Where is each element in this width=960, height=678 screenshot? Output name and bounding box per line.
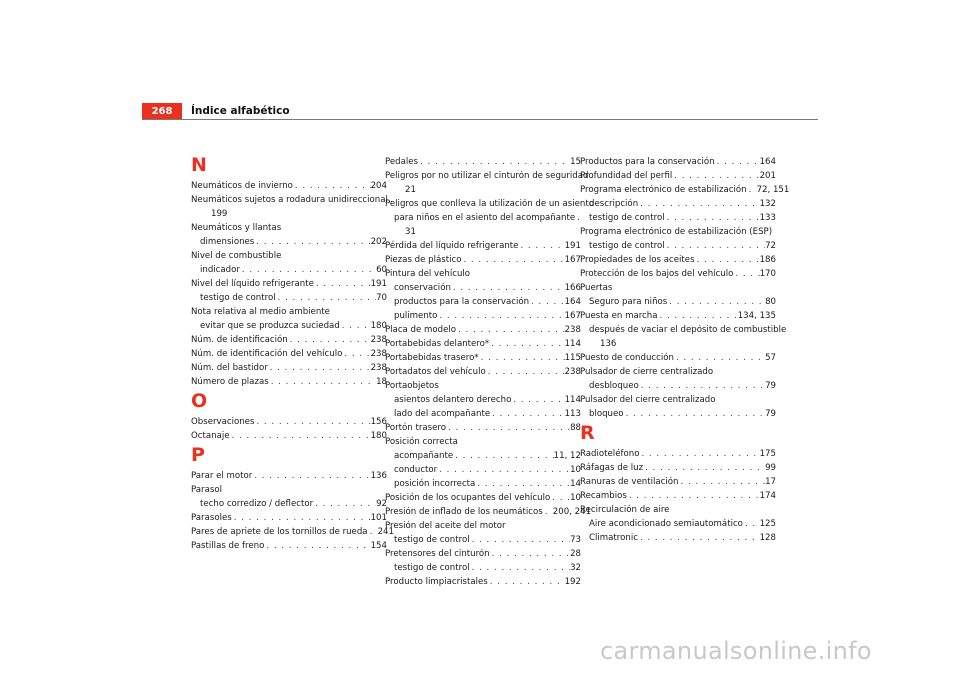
- index-entry: Peligros por no utilizar el cinturón de seguridad . . .: [385, 169, 581, 183]
- index-subentry: asientos delantero derecho . . . 114: [385, 393, 581, 407]
- index-heading: Pulsador del cierre centralizado: [580, 395, 716, 405]
- index-heading: Posición correcta: [385, 437, 458, 447]
- index-subentry: indicador . . . 60: [191, 263, 387, 277]
- index-subentry: testigo de control . . . 70: [191, 291, 387, 305]
- index-entry: Parasoles . . . 101: [191, 511, 387, 525]
- page-title: Índice alfabético: [191, 105, 290, 117]
- index-heading: Parasol: [191, 485, 222, 495]
- index-entry: Placa de modelo . . . 238: [385, 323, 581, 337]
- index-subentry: lado del acompañante . . . 113: [385, 407, 581, 421]
- index-entry: Pares de apriete de los tornillos de rueda . . . 241: [191, 525, 387, 539]
- index-subentry: testigo de control . . . 133: [580, 211, 776, 225]
- index-heading: Nota relativa al medio ambiente: [191, 307, 330, 317]
- index-entry: Productos para la conservación . . . 164: [580, 155, 776, 169]
- index-entry-page: 136: [600, 339, 617, 349]
- index-subentry: Aire acondicionado semiautomático . . . 125: [580, 517, 776, 531]
- index-entry-page: 31: [405, 227, 416, 237]
- index-subentry: productos para la conservación . . . 164: [385, 295, 581, 309]
- index-entry: Recambios . . . 174: [580, 489, 776, 503]
- watermark-text: carmanualsonline.info: [600, 637, 872, 665]
- section-letter-o: O: [191, 390, 208, 412]
- index-entry: Núm. de identificación del vehículo . . . 238: [191, 347, 387, 361]
- section-letter-n: N: [191, 154, 207, 176]
- index-entry: Producto limpiacristales . . . 192: [385, 575, 581, 589]
- index-subentry: descripción . . . 132: [580, 197, 776, 211]
- index-entry-page: 199: [211, 209, 228, 219]
- index-entry-page: 21: [405, 185, 416, 195]
- index-entry: Puesto de conducción . . . 57: [580, 351, 776, 365]
- section-letter-r: R: [580, 422, 595, 444]
- index-entry: Posición de los ocupantes del vehículo . . . 10: [385, 491, 581, 505]
- section-letter-p: P: [191, 444, 205, 466]
- index-heading: Neumáticos y llantas: [191, 223, 282, 233]
- index-subentry: testigo de control . . . 73: [385, 533, 581, 547]
- index-column-3: [580, 155, 790, 545]
- index-heading: Pintura del vehículo: [385, 269, 471, 279]
- page-number-badge: 268: [142, 103, 182, 119]
- index-entry: Pastillas de freno . . . 154: [191, 539, 387, 553]
- index-subentry: después de vaciar el depósito de combustible: [589, 325, 787, 335]
- index-subentry: Climatronic . . . 128: [580, 531, 776, 545]
- index-subentry: testigo de control . . . 32: [385, 561, 581, 575]
- index-subentry: techo corredizo / deflector . . . 92: [191, 497, 387, 511]
- index-subentry: dimensiones . . . 202: [191, 235, 387, 249]
- index-entry: Radioteléfono . . . 175: [580, 447, 776, 461]
- index-subentry: evitar que se produzca suciedad . . . 180: [191, 319, 387, 333]
- index-heading: Presión del aceite del motor: [385, 521, 506, 531]
- index-subentry: conservación . . . 166: [385, 281, 581, 295]
- index-entry: Pérdida del líquido refrigerante . . . 191: [385, 239, 581, 253]
- index-entry: Núm. del bastidor . . . 238: [191, 361, 387, 375]
- index-entry: Parar el motor . . . 136: [191, 469, 387, 483]
- index-subentry: Seguro para niños . . . 80: [580, 295, 776, 309]
- index-entry: Piezas de plástico . . . 167: [385, 253, 581, 267]
- index-subentry: bloqueo . . . 79: [580, 407, 776, 421]
- index-entry: Octanaje . . . 180: [191, 429, 387, 443]
- header-divider: [142, 119, 818, 120]
- index-heading: Nivel de combustible: [191, 251, 282, 261]
- index-entry: Ranuras de ventilación . . . 17: [580, 475, 776, 489]
- index-column-1: [191, 154, 394, 553]
- index-entry: Ráfagas de luz . . . 99: [580, 461, 776, 475]
- index-subentry: acompañante . . . 11, 12: [385, 449, 581, 463]
- index-entry: Núm. de identificación . . . 238: [191, 333, 387, 347]
- index-heading: Recirculación de aire: [580, 505, 670, 515]
- index-entry: Pedales . . . 15: [385, 155, 581, 169]
- index-entry: Neumáticos sujetos a rodadura unidireccional . . .: [191, 193, 387, 207]
- index-entry: Programa electrónico de estabilización . . . 72, 151: [580, 183, 776, 197]
- index-subentry: testigo de control . . . 72: [580, 239, 776, 253]
- index-entry: Protección de los bajos del vehículo . . . 170: [580, 267, 776, 281]
- index-entry: Portón trasero . . . 88: [385, 421, 581, 435]
- index-entry: Portabebidas trasero* . . . 115: [385, 351, 581, 365]
- index-subentry: para niños en el asiento del acompañante . . .: [385, 211, 581, 225]
- index-column-2: [385, 155, 594, 589]
- index-heading: Puertas: [580, 283, 613, 293]
- index-subentry: pulimento . . . 167: [385, 309, 581, 323]
- index-entry: Profundidad del perfil . . . 201: [580, 169, 776, 183]
- index-entry: Nivel del líquido refrigerante . . . 191: [191, 277, 387, 291]
- index-entry: Portabebidas delantero* . . . 114: [385, 337, 581, 351]
- index-subentry: desbloqueo . . . 79: [580, 379, 776, 393]
- index-entry: Pretensores del cinturón . . . 28: [385, 547, 581, 561]
- index-subentry: posición incorrecta . . . 14: [385, 477, 581, 491]
- index-heading: Programa electrónico de estabilización (ESP): [580, 227, 773, 237]
- index-entry: Neumáticos de invierno . . . 204: [191, 179, 387, 193]
- index-heading: Peligros que conlleva la utilización de un asiento: [385, 199, 594, 209]
- index-entry: Puesta en marcha . . . 134, 135: [580, 309, 776, 323]
- index-entry: Número de plazas . . . 18: [191, 375, 387, 389]
- index-heading: Portaobjetos: [385, 381, 439, 391]
- index-subentry: conductor . . . 10: [385, 463, 581, 477]
- index-entry: Observaciones . . . 156: [191, 415, 387, 429]
- index-entry: Propiedades de los aceites . . . 186: [580, 253, 776, 267]
- index-entry: Portadatos del vehículo . . . 238: [385, 365, 581, 379]
- index-entry: Presión de inflado de los neumáticos . . . 200, 241: [385, 505, 581, 519]
- index-heading: Pulsador de cierre centralizado: [580, 367, 714, 377]
